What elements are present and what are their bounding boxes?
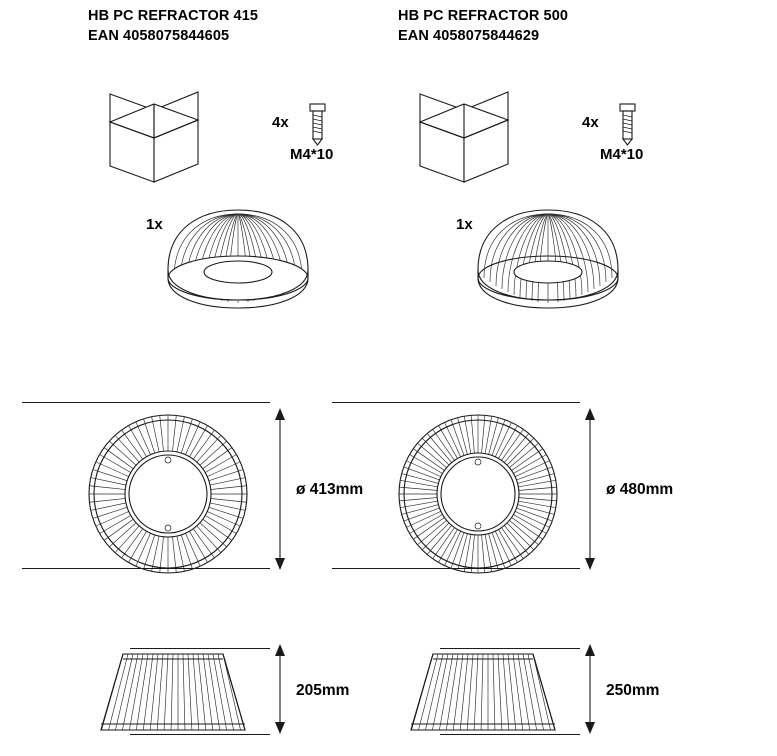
screw-quantity-label: 4x	[272, 114, 289, 131]
diameter-label: ø 480mm	[606, 481, 674, 498]
diameter-extension-line-top	[332, 402, 580, 404]
product-title: HB PC REFRACTOR 415	[88, 8, 259, 24]
reflector-quantity-label: 1x	[456, 216, 473, 233]
diameter-extension-line-top	[22, 402, 270, 404]
reflector-isometric-icon	[458, 200, 638, 330]
product-title: HB PC REFRACTOR 500	[398, 8, 569, 24]
screw-quantity-label: 4x	[582, 114, 599, 131]
screw-type-label: M4*10	[290, 146, 334, 163]
open-carton-icon	[402, 82, 542, 192]
height-extension-line-bottom	[130, 734, 270, 736]
diameter-extension-line-bottom	[22, 568, 270, 570]
product-heading-left	[88, 6, 258, 46]
height-label: 250mm	[606, 682, 660, 699]
reflector-top-view-icon	[396, 412, 560, 576]
height-extension-line-bottom	[440, 734, 580, 736]
reflector-isometric-icon	[148, 200, 328, 330]
product-ean: EAN 4058075844605	[88, 28, 230, 44]
diameter-extension-line-bottom	[332, 568, 580, 570]
diameter-dimension-arrow	[580, 408, 600, 570]
height-extension-line-top	[130, 648, 270, 650]
reflector-side-view-icon	[95, 648, 251, 740]
reflector-side-view-icon	[405, 648, 561, 740]
product-heading-right	[398, 6, 568, 46]
diameter-dimension-arrow	[270, 408, 290, 570]
product-ean: EAN 4058075844629	[398, 28, 540, 44]
reflector-top-view-icon	[86, 412, 250, 576]
height-dimension-arrow	[580, 644, 600, 734]
reflector-quantity-label: 1x	[146, 216, 163, 233]
height-label: 205mm	[296, 682, 350, 699]
diameter-label: ø 413mm	[296, 481, 364, 498]
open-carton-icon	[92, 82, 232, 192]
screw-icon	[615, 100, 641, 148]
height-dimension-arrow	[270, 644, 290, 734]
height-extension-line-top	[440, 648, 580, 650]
product-column-right	[310, 0, 698, 756]
screw-type-label: M4*10	[600, 146, 644, 163]
